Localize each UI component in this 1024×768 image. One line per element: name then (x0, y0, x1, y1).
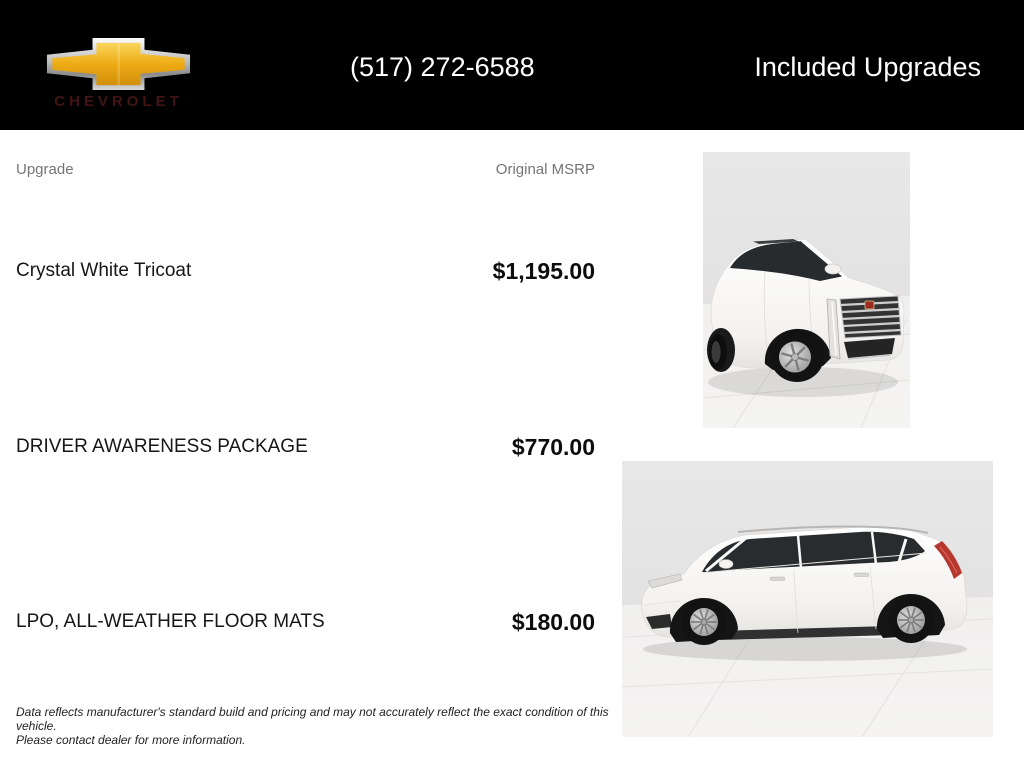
table-row (16, 431, 595, 463)
upgrade-name: LPO, ALL-WEATHER FLOOR MATS (16, 611, 325, 632)
chevrolet-wordmark: CHEVROLET (54, 93, 183, 110)
upgrade-name: DRIVER AWARENESS PACKAGE (16, 436, 308, 457)
vehicle-photo-side-profile (622, 461, 993, 737)
column-header-msrp: Original MSRP (495, 161, 595, 178)
table-row (16, 255, 595, 287)
table-column-headers (16, 161, 595, 178)
upgrade-price: $180.00 (511, 608, 595, 635)
upgrade-name: Crystal White Tricoat (16, 260, 192, 281)
vehicle-photo-front-three-quarter (703, 152, 910, 428)
chevrolet-bowtie-icon (45, 36, 192, 92)
disclaimer-line-1: Data reflects manufacturer's standard build and pricing and may not accurately reflect the exact condition of this vehicle. (16, 705, 609, 733)
chevrolet-logo (45, 36, 192, 110)
header-bar (0, 0, 1024, 130)
disclaimer-text (16, 705, 616, 747)
table-row (16, 606, 595, 638)
disclaimer-line-2: Please contact dealer for more information. (16, 733, 246, 747)
dealer-phone: (517) 272-6588 (350, 52, 535, 82)
column-header-upgrade: Upgrade (16, 161, 74, 178)
upgrade-price: $1,195.00 (492, 257, 595, 284)
upgrade-price: $770.00 (511, 433, 595, 460)
page-title: Included Upgrades (754, 52, 981, 82)
